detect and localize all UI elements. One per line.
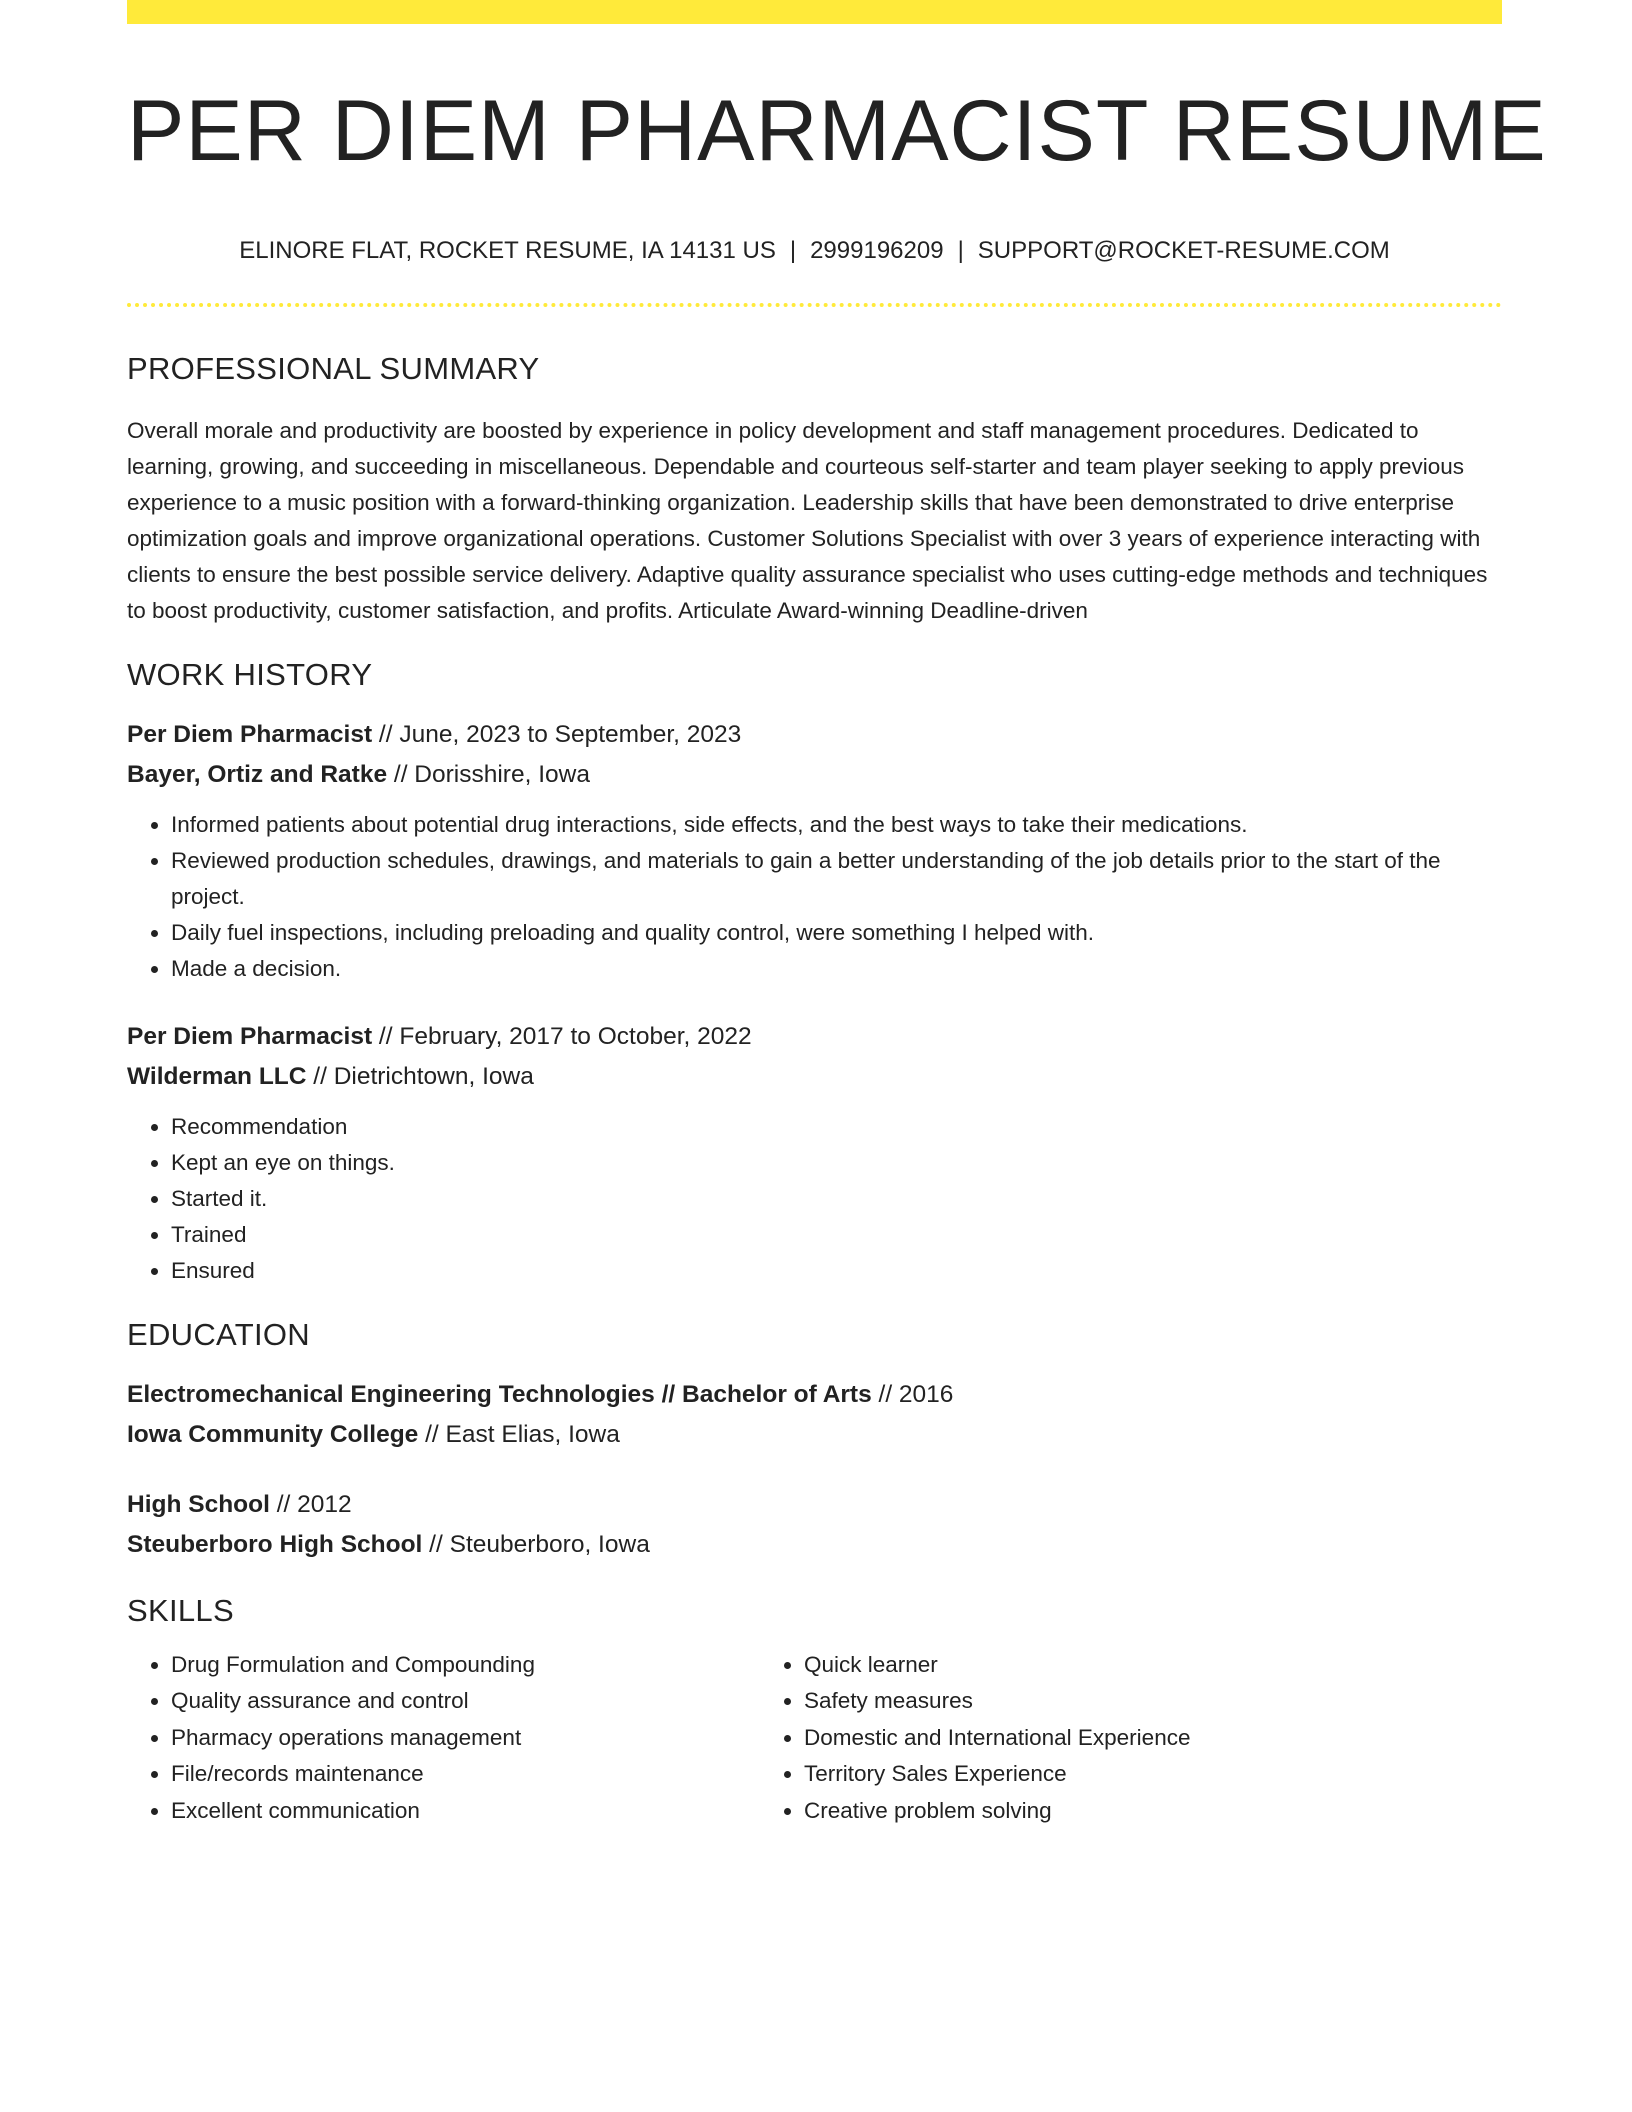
job-bullet: • Recommendation	[171, 1109, 1502, 1145]
contact-separator: |	[789, 236, 797, 264]
degree-line	[127, 1485, 1502, 1525]
job-company-line	[127, 755, 1502, 795]
skill-item: • Pharmacy operations management	[171, 1720, 760, 1757]
resume-page	[127, 0, 1547, 1829]
education-heading: EDUCATION	[127, 1316, 310, 1352]
job-dates: // February, 2017 to October, 2022	[372, 1022, 752, 1050]
job-bullet: • Started it.	[171, 1181, 1502, 1217]
contact-separator: |	[957, 236, 964, 264]
skill-item: • Quick learner	[804, 1647, 1437, 1684]
job-entry	[127, 1017, 1502, 1289]
school-name: Steuberboro High School	[127, 1530, 423, 1558]
job-entry	[127, 715, 1502, 987]
summary-heading: PROFESSIONAL SUMMARY	[127, 350, 540, 386]
contact-line	[127, 237, 1502, 265]
job-company: Bayer, Ortiz and Ratke	[127, 760, 388, 788]
skill-item: • Excellent communication	[171, 1793, 760, 1830]
job-bullet: • Kept an eye on things.	[171, 1145, 1502, 1181]
skills-heading: SKILLS	[127, 1592, 234, 1628]
contact-email: SUPPORT@ROCKET-RESUME.COM	[977, 236, 1390, 264]
job-location: // Dietrichtown, Iowa	[306, 1062, 534, 1090]
skills-column-right	[760, 1647, 1437, 1830]
skills-column-left	[127, 1647, 760, 1830]
job-title-line	[127, 1017, 1502, 1057]
skill-item: • Creative problem solving	[804, 1793, 1437, 1830]
job-bullet: • Made a decision.	[171, 951, 1502, 987]
job-bullets	[127, 1109, 1502, 1289]
job-title-line	[127, 715, 1502, 755]
job-bullet: • Reviewed production schedules, drawings, and materials to gain a better understanding of the job details prior to the start of the project.	[171, 843, 1502, 915]
dotted-divider	[127, 303, 1502, 307]
contact-address: ELINORE FLAT, ROCKET RESUME, IA 14131 US	[239, 236, 776, 264]
school-name: Iowa Community College	[127, 1420, 419, 1448]
job-bullet: • Informed patients about potential drug interactions, side effects, and the best ways to take their medications.	[171, 807, 1502, 843]
job-title: Per Diem Pharmacist	[127, 720, 373, 748]
top-accent-bar	[127, 0, 1502, 24]
school-location: // Steuberboro, Iowa	[422, 1530, 650, 1558]
skill-item: • Drug Formulation and Compounding	[171, 1647, 760, 1684]
education-entry	[127, 1375, 1502, 1455]
school-line	[127, 1525, 1502, 1565]
job-bullets	[127, 807, 1502, 987]
job-location: // Dorisshire, Iowa	[387, 760, 590, 788]
school-location: // East Elias, Iowa	[418, 1420, 620, 1448]
job-bullet: • Trained	[171, 1217, 1502, 1253]
degree-year: // 2012	[269, 1490, 352, 1518]
degree-year: // 2016	[871, 1380, 954, 1408]
degree-name: Electromechanical Engineering Technologies // Bachelor of Arts	[127, 1380, 872, 1408]
job-company: Wilderman LLC	[127, 1062, 307, 1090]
contact-phone: 2999196209	[810, 236, 944, 264]
job-dates: // June, 2023 to September, 2023	[372, 720, 742, 748]
skill-item: • File/records maintenance	[171, 1756, 760, 1793]
job-bullet: • Daily fuel inspections, including preloading and quality control, were something I helped with.	[171, 915, 1502, 951]
skill-item: • Domestic and International Experience	[804, 1720, 1437, 1757]
job-title: Per Diem Pharmacist	[127, 1022, 373, 1050]
summary-text: Overall morale and productivity are boosted by experience in policy development and staff management procedures. Dedicated to learning, growing, and succeeding in miscellaneous. Dependable and courteous self-starter and team player seeking to apply previous experience to a music position with a forward-thinking organization. Leadership skills that have been demonstrated to drive enterprise optimization goals and improve organizational operations. Customer Solutions Specialist with over 3 years of experience interacting with clients to ensure the best possible service delivery. Adaptive quality assurance specialist who uses cutting-edge methods and techniques to boost productivity, customer satisfaction, and profits. Articulate Award-winning Deadline-driven	[127, 417, 1488, 623]
job-bullet: • Ensured	[171, 1253, 1502, 1289]
degree-line	[127, 1375, 1502, 1415]
skill-item: • Safety measures	[804, 1683, 1437, 1720]
skill-item: • Quality assurance and control	[171, 1683, 760, 1720]
skills-grid	[127, 1647, 1502, 1830]
education-entry	[127, 1485, 1502, 1565]
skill-item: • Territory Sales Experience	[804, 1756, 1437, 1793]
school-line	[127, 1415, 1502, 1455]
degree-name: High School	[127, 1490, 270, 1518]
job-company-line	[127, 1057, 1502, 1097]
work-history-heading: WORK HISTORY	[127, 656, 373, 692]
resume-title: PER DIEM PHARMACIST RESUME	[127, 83, 1547, 179]
